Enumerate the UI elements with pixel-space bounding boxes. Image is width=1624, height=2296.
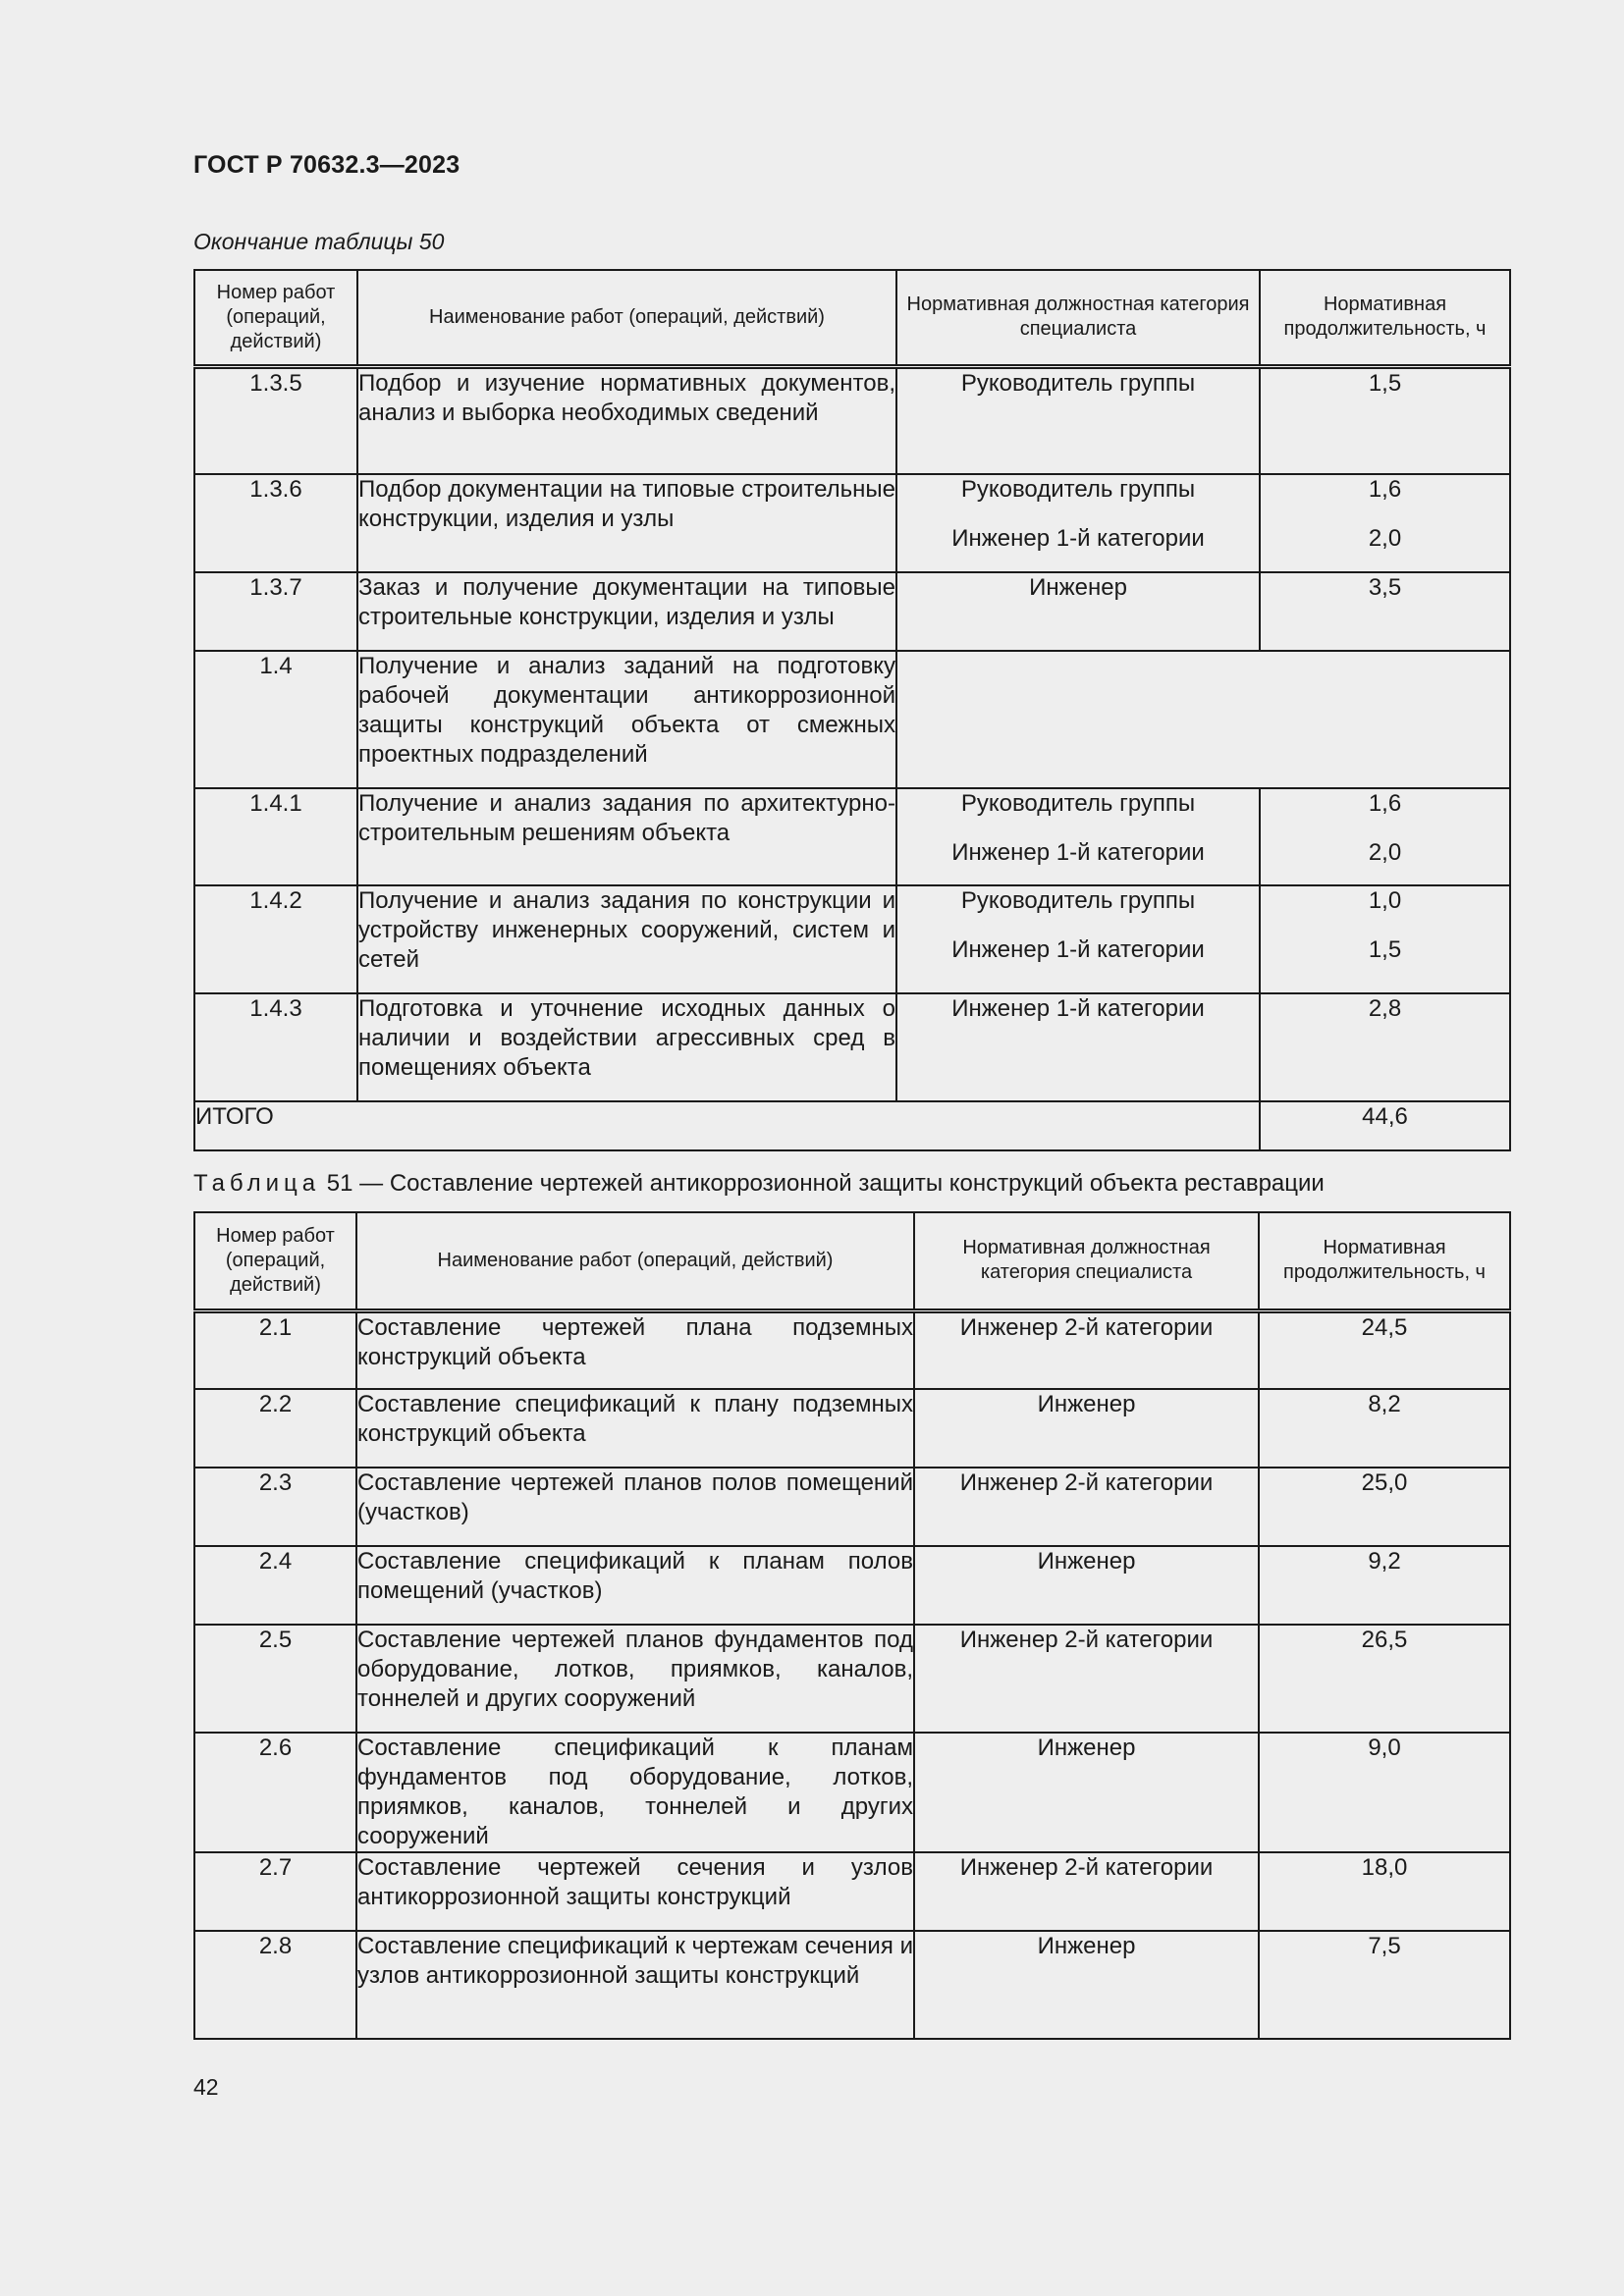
work-description: Составление чертежей планов фундаментов под оборудование, лотков, приямков, каналов, тоннелей и других сооружений [356, 1625, 914, 1733]
column-header-duration: Нормативная продолжительность, ч [1259, 1212, 1510, 1310]
specialist-category: Инженер 1-й категории [951, 936, 1205, 963]
specialist-category: Инженер [896, 572, 1260, 651]
work-number: 2.7 [194, 1852, 356, 1931]
duration-value: 1,0 [1368, 887, 1402, 914]
duration-value: 8,2 [1259, 1389, 1510, 1468]
document-title: ГОСТ Р 70632.3—2023 [193, 151, 460, 179]
work-description: Составление спецификаций к планам полов помещений (участков) [356, 1546, 914, 1625]
work-description: Заказ и получение документации на типовые строительные конструкции, изделия и узлы [357, 572, 896, 651]
duration-value: 18,0 [1259, 1852, 1510, 1931]
total-value: 44,6 [1260, 1101, 1510, 1150]
table-row [194, 993, 1510, 1101]
specialist-category: Руководитель группы [960, 887, 1196, 914]
specialist-category: Инженер [914, 1389, 1259, 1468]
duration-value: 1,5 [1260, 366, 1510, 474]
specialist-category: Руководитель группы [960, 790, 1196, 817]
table-row [194, 1389, 1510, 1468]
table-row [194, 366, 1510, 474]
work-description: Составление спецификаций к планам фундаментов под оборудование, лотков, приямков, каналов, тоннелей и других сооружений [356, 1733, 914, 1852]
column-header-number: Номер работ (операций, действий) [194, 270, 357, 366]
table-label: Таблица [193, 1170, 321, 1197]
work-number: 1.4.3 [194, 993, 357, 1101]
duration-value: 7,5 [1259, 1931, 1510, 2039]
table-row [194, 651, 1510, 788]
duration-value: 9,0 [1259, 1733, 1510, 1852]
specialist-category: Инженер 1-й категории [951, 525, 1205, 552]
work-description: Составление чертежей плана подземных конструкций объекта [356, 1310, 914, 1389]
duration-value: 3,5 [1260, 572, 1510, 651]
duration-value: 26,5 [1259, 1625, 1510, 1733]
duration-value: 25,0 [1259, 1468, 1510, 1546]
duration-value: 2,0 [1368, 839, 1402, 866]
work-number: 2.1 [194, 1310, 356, 1389]
work-number: 1.3.7 [194, 572, 357, 651]
specialist-category: Инженер 1-й категории [951, 839, 1205, 866]
empty-merged-cell [896, 651, 1510, 788]
specialist-category-cell [896, 885, 1260, 993]
table-51-caption [193, 1170, 1325, 1198]
work-number: 1.3.5 [194, 366, 357, 474]
work-description: Получение и анализ задания по конструкции и устройству инженерных сооружений, систем и сетей [357, 885, 896, 993]
column-header-number: Номер работ (операций, действий) [194, 1212, 356, 1310]
total-row [194, 1101, 1510, 1150]
table-row [194, 1310, 1510, 1389]
table-row [194, 1625, 1510, 1733]
column-header-category: Нормативная должностная категория специалиста [914, 1212, 1259, 1310]
column-header-work: Наименование работ (операций, действий) [357, 270, 896, 366]
table-50 [193, 269, 1511, 1151]
total-label: ИТОГО [194, 1101, 1260, 1150]
work-description: Получение и анализ задания по архитектурно-строительным решениям объекта [357, 788, 896, 885]
table-row [194, 572, 1510, 651]
column-header-work: Наименование работ (операций, действий) [356, 1212, 914, 1310]
work-number: 2.2 [194, 1389, 356, 1468]
duration-value: 1,5 [1368, 936, 1402, 963]
table-title: 51 — Составление чертежей антикоррозионной защиты конструкций объекта реставрации [326, 1170, 1325, 1197]
table-row [194, 788, 1510, 885]
specialist-category: Инженер [914, 1931, 1259, 2039]
specialist-category: Инженер 1-й категории [896, 993, 1260, 1101]
specialist-category: Инженер [914, 1733, 1259, 1852]
table-header-row [194, 1212, 1510, 1310]
work-number: 2.4 [194, 1546, 356, 1625]
work-description: Составление спецификаций к чертежам сечения и узлов антикоррозионной защиты конструкций [356, 1931, 914, 2039]
page-number: 42 [193, 2074, 219, 2100]
work-number: 2.3 [194, 1468, 356, 1546]
work-number: 2.5 [194, 1625, 356, 1733]
work-description: Составление спецификаций к плану подземных конструкций объекта [356, 1389, 914, 1468]
table-row [194, 1468, 1510, 1546]
duration-cell [1260, 474, 1510, 572]
specialist-category: Инженер [914, 1546, 1259, 1625]
work-description: Составление чертежей планов полов помещений (участков) [356, 1468, 914, 1546]
specialist-category: Инженер 2-й категории [914, 1625, 1259, 1733]
specialist-category: Руководитель группы [960, 476, 1196, 503]
work-number: 2.6 [194, 1733, 356, 1852]
duration-value: 1,6 [1368, 790, 1402, 817]
duration-value: 2,8 [1260, 993, 1510, 1101]
duration-value: 9,2 [1259, 1546, 1510, 1625]
table-row [194, 885, 1510, 993]
table-row [194, 1931, 1510, 2039]
column-header-category: Нормативная должностная категория специалиста [896, 270, 1260, 366]
work-description: Подбор и изучение нормативных документов, анализ и выборка необходимых сведений [357, 366, 896, 474]
specialist-category: Руководитель группы [896, 366, 1260, 474]
column-header-duration: Нормативная продолжительность, ч [1260, 270, 1510, 366]
work-description: Получение и анализ заданий на подготовку рабочей документации антикоррозионной защиты конструкций объекта от смежных проектных подразделений [357, 651, 896, 788]
duration-value: 24,5 [1259, 1310, 1510, 1389]
work-description: Подбор документации на типовые строительные конструкции, изделия и узлы [357, 474, 896, 572]
duration-cell [1260, 885, 1510, 993]
table-51 [193, 1211, 1511, 2040]
work-description: Подготовка и уточнение исходных данных о наличии и воздействии агрессивных сред в помещениях объекта [357, 993, 896, 1101]
work-number: 1.4.1 [194, 788, 357, 885]
table-row [194, 1733, 1510, 1852]
table-row [194, 474, 1510, 572]
specialist-category-cell [896, 474, 1260, 572]
work-number: 1.4 [194, 651, 357, 788]
specialist-category: Инженер 2-й категории [914, 1468, 1259, 1546]
table-header-row [194, 270, 1510, 366]
table-50-continuation-caption: Окончание таблицы 50 [193, 229, 445, 254]
specialist-category: Инженер 2-й категории [914, 1310, 1259, 1389]
specialist-category: Инженер 2-й категории [914, 1852, 1259, 1931]
work-number: 1.3.6 [194, 474, 357, 572]
table-row [194, 1852, 1510, 1931]
work-number: 2.8 [194, 1931, 356, 2039]
specialist-category-cell [896, 788, 1260, 885]
duration-cell [1260, 788, 1510, 885]
table-row [194, 1546, 1510, 1625]
work-description: Составление чертежей сечения и узлов антикоррозионной защиты конструкций [356, 1852, 914, 1931]
work-number: 1.4.2 [194, 885, 357, 993]
duration-value: 2,0 [1368, 525, 1402, 552]
duration-value: 1,6 [1368, 476, 1402, 503]
